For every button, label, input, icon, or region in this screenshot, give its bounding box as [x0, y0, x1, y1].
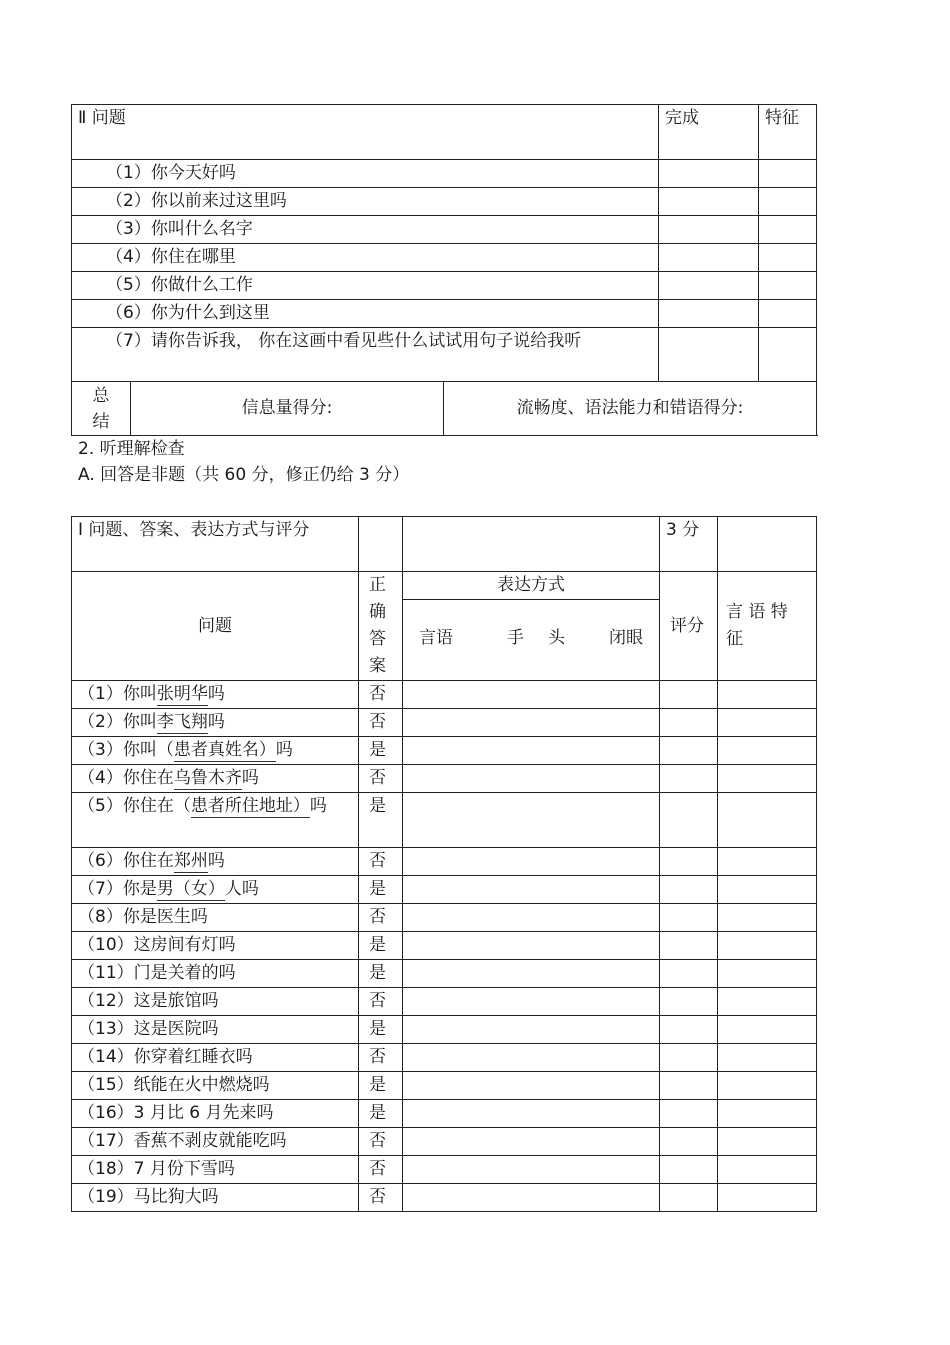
question-cell: （4）你住在乌鲁木齐吗 [72, 765, 359, 793]
feature-cell [718, 793, 817, 848]
feature-cell [718, 1100, 817, 1128]
feature-cell [718, 848, 817, 876]
score-cell [660, 737, 718, 765]
expression-cell [403, 848, 660, 876]
answer-cell: 否 [359, 904, 403, 932]
table-row [72, 1044, 817, 1072]
conversation-table [71, 104, 817, 436]
question-cell: （19）马比狗大吗 [72, 1184, 359, 1212]
table-row [72, 1072, 817, 1100]
answer-cell: 是 [359, 876, 403, 904]
empty-header-cell [718, 517, 817, 572]
answer-cell: 否 [359, 1044, 403, 1072]
expression-cell [403, 709, 660, 737]
score-cell [660, 793, 718, 848]
answer-cell: 否 [359, 848, 403, 876]
answer-cell: 否 [359, 1128, 403, 1156]
table-row [72, 932, 817, 960]
done-cell [659, 216, 759, 244]
question-cell: （1）你叫张明华吗 [72, 681, 359, 709]
section-subtitle: A. 回答是非题（共 60 分，修正仍给 3 分） [78, 465, 410, 485]
expr-close-eyes: 闭眼 [609, 628, 643, 648]
question-cell: （5）你住在（患者所住地址）吗 [72, 793, 359, 848]
expression-title: 表达方式 [403, 572, 659, 600]
answer-cell: 是 [359, 793, 403, 848]
feature-cell [759, 160, 817, 188]
feature-cell [718, 988, 817, 1016]
question-cell: （13）这是医院吗 [72, 1016, 359, 1044]
answer-cell: 否 [359, 681, 403, 709]
done-cell [659, 328, 759, 382]
expression-cell [403, 932, 660, 960]
score-cell [660, 988, 718, 1016]
score-cell [660, 709, 718, 737]
table-row [72, 876, 817, 904]
answer-cell: 是 [359, 960, 403, 988]
score-cell [660, 765, 718, 793]
table-row [72, 1156, 817, 1184]
table-row [72, 681, 817, 709]
feature-cell [718, 1072, 817, 1100]
question-cell: （16）3 月比 6 月先来吗 [72, 1100, 359, 1128]
question-cell: （18）7 月份下雪吗 [72, 1156, 359, 1184]
section-title: 2. 听理解检查 [78, 439, 185, 459]
question-cell: （2）你叫李飞翔吗 [72, 709, 359, 737]
feature-cell [718, 1128, 817, 1156]
answer-cell: 否 [359, 1184, 403, 1212]
question-row: （4）你住在哪里 [72, 244, 659, 272]
fluency-score-label: 流畅度、语法能力和错语得分: [444, 382, 817, 436]
score-cell [660, 681, 718, 709]
question-cell: （17）香蕉不剥皮就能吃吗 [72, 1128, 359, 1156]
table-row [72, 1184, 817, 1212]
answer-cell: 是 [359, 932, 403, 960]
expression-cell [403, 904, 660, 932]
question-cell: （8）你是医生吗 [72, 904, 359, 932]
answer-cell: 否 [359, 709, 403, 737]
expression-cell [403, 960, 660, 988]
answer-cell: 是 [359, 737, 403, 765]
expression-cell [403, 876, 660, 904]
feature-cell [718, 765, 817, 793]
question-cell: （6）你住在郑州吗 [72, 848, 359, 876]
done-cell [659, 160, 759, 188]
score-cell [660, 1044, 718, 1072]
table-row [72, 1100, 817, 1128]
question-row: （3）你叫什么名字 [72, 216, 659, 244]
feature-cell [718, 681, 817, 709]
expr-hand: 手 [507, 628, 524, 648]
feature-cell [718, 709, 817, 737]
feature-cell [759, 244, 817, 272]
score-cell [660, 1156, 718, 1184]
feature-cell [718, 1156, 817, 1184]
done-cell [659, 188, 759, 216]
table-row [72, 988, 817, 1016]
question-cell: （11）门是关着的吗 [72, 960, 359, 988]
feature-cell [759, 300, 817, 328]
answer-cell: 否 [359, 765, 403, 793]
feature-cell [718, 904, 817, 932]
score-cell [660, 1016, 718, 1044]
expression-cell [403, 988, 660, 1016]
expression-cell [403, 1044, 660, 1072]
done-cell [659, 300, 759, 328]
table-row [72, 765, 817, 793]
question-header: 问题 [72, 572, 359, 681]
answer-cell: 是 [359, 1072, 403, 1100]
header-feature: 特征 [759, 105, 817, 160]
feature-cell [759, 272, 817, 300]
empty-header-cell [403, 517, 660, 572]
question-cell: （3）你叫（患者真姓名）吗 [72, 737, 359, 765]
summary-label: 总结 [72, 382, 131, 436]
expression-cell [403, 765, 660, 793]
expression-cell [403, 1016, 660, 1044]
empty-header-cell [359, 517, 403, 572]
score-cell [660, 904, 718, 932]
expression-header [403, 572, 660, 681]
header-done: 完成 [659, 105, 759, 160]
question-row: （2）你以前来过这里吗 [72, 188, 659, 216]
table-row [72, 793, 817, 848]
table-row [72, 709, 817, 737]
expression-cell [403, 1072, 660, 1100]
question-cell: （10）这房间有灯吗 [72, 932, 359, 960]
score-cell [660, 1100, 718, 1128]
feature-cell [759, 328, 817, 382]
header-question: Ⅱ 问题 [72, 105, 659, 160]
feature-cell [718, 1044, 817, 1072]
expression-subheaders [403, 600, 659, 652]
answer-cell: 否 [359, 988, 403, 1016]
question-cell: （7）你是男（女）人吗 [72, 876, 359, 904]
three-points-header: 3 分 [660, 517, 718, 572]
feature-cell [718, 876, 817, 904]
correct-answer-header: 正确答案 [359, 572, 403, 681]
expr-speech: 言语 [419, 628, 453, 648]
feature-cell [759, 188, 817, 216]
expression-cell [403, 681, 660, 709]
table-row [72, 737, 817, 765]
feature-cell [718, 932, 817, 960]
score-cell [660, 848, 718, 876]
question-row: （6）你为什么到这里 [72, 300, 659, 328]
answer-cell: 否 [359, 1156, 403, 1184]
score-cell [660, 1184, 718, 1212]
expression-cell [403, 1156, 660, 1184]
score-cell [660, 1128, 718, 1156]
score-header: 评分 [660, 572, 718, 681]
question-cell: （12）这是旅馆吗 [72, 988, 359, 1016]
feature-cell [718, 1016, 817, 1044]
table-row [72, 1016, 817, 1044]
expression-cell [403, 1184, 660, 1212]
info-score-label: 信息量得分: [131, 382, 444, 436]
feature-cell [718, 960, 817, 988]
feature-cell [718, 737, 817, 765]
question-row-long: （7）请你告诉我， 你在这画中看见些什么试试用句子说给我听 [72, 328, 659, 382]
expression-cell [403, 1128, 660, 1156]
score-cell [660, 876, 718, 904]
speech-feature-header: 言 语 特 征 [718, 572, 817, 681]
score-cell [660, 1072, 718, 1100]
expression-cell [403, 1100, 660, 1128]
question-row: （5）你做什么工作 [72, 272, 659, 300]
table-title: Ⅰ 问题、答案、表达方式与评分 [72, 517, 359, 572]
table-row [72, 848, 817, 876]
done-cell [659, 244, 759, 272]
feature-cell [718, 1184, 817, 1212]
expression-cell [403, 793, 660, 848]
question-row: （1）你今天好吗 [72, 160, 659, 188]
done-cell [659, 272, 759, 300]
expr-head: 头 [548, 628, 565, 648]
score-cell [660, 960, 718, 988]
expression-cell [403, 737, 660, 765]
answer-cell: 是 [359, 1100, 403, 1128]
answer-cell: 是 [359, 1016, 403, 1044]
table-row [72, 904, 817, 932]
question-cell: （15）纸能在火中燃烧吗 [72, 1072, 359, 1100]
yes-no-table [71, 516, 817, 1212]
feature-cell [759, 216, 817, 244]
question-cell: （14）你穿着红睡衣吗 [72, 1044, 359, 1072]
table-row [72, 960, 817, 988]
score-cell [660, 932, 718, 960]
table-row [72, 1128, 817, 1156]
